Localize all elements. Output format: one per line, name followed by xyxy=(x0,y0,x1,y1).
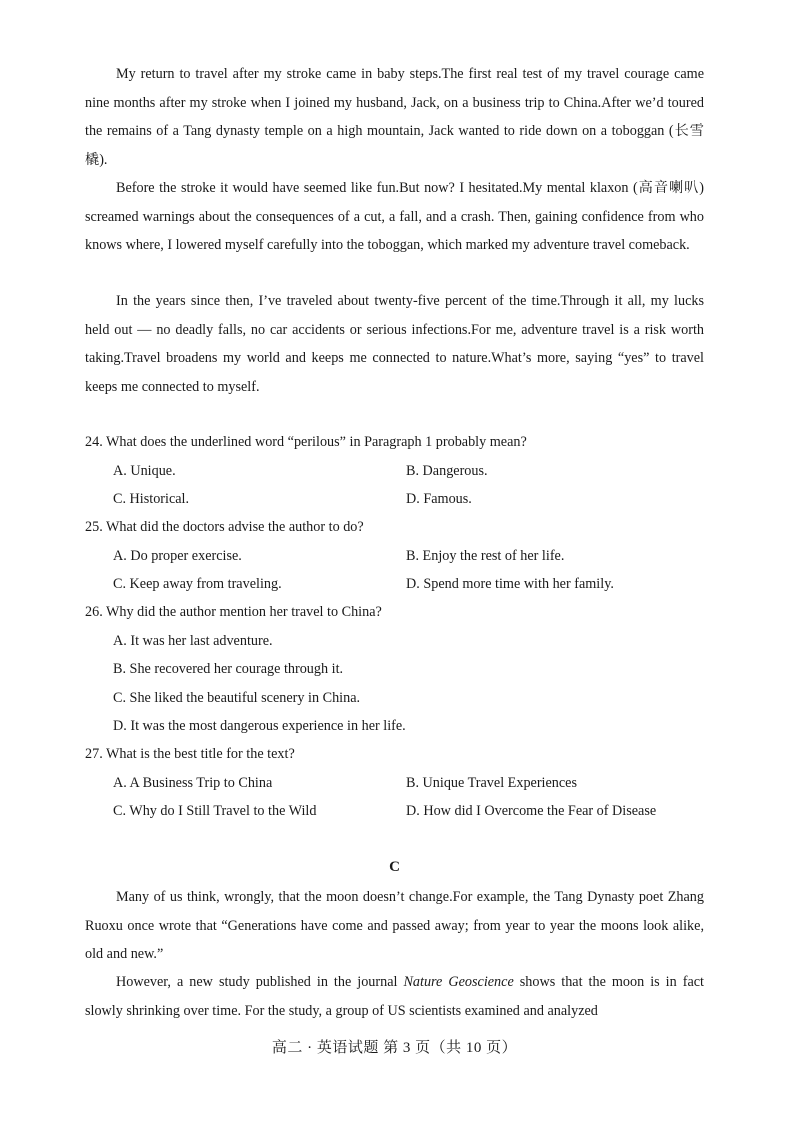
option-a: A. Do proper exercise. xyxy=(113,548,242,564)
question-stem: 25. What did the doctors advise the author to do? xyxy=(85,519,364,535)
option-b: B. She recovered her courage through it. xyxy=(113,661,344,677)
option-b: B. Enjoy the rest of her life. xyxy=(406,548,565,564)
option-c: C. Keep away from traveling. xyxy=(113,576,282,592)
journal-title: Nature Geoscience xyxy=(403,974,514,990)
passage-paragraph: Before the stroke it would have seemed like fun.But now? I hesitated.My mental klaxon (高音喇叭) screamed warnings about the consequences of a cut, a fall, and a crash. Then, gaining confidence from who knows where, I lowered myself carefully into the toboggan, which marked my adventure travel comeback. xyxy=(85,180,704,253)
paragraph-text: However, a new study published in the journal xyxy=(116,974,404,990)
question-stem: 27. What is the best title for the text? xyxy=(85,746,295,762)
passage-paragraph xyxy=(85,968,704,1025)
section-heading: C xyxy=(389,859,400,875)
question-stem: 24. What does the underlined word “perilous” in Paragraph 1 probably mean? xyxy=(85,434,527,450)
option-d: D. Spend more time with her family. xyxy=(406,576,614,592)
option-a: A. A Business Trip to China xyxy=(113,775,273,791)
option-d: D. It was the most dangerous experience in her life. xyxy=(113,718,406,734)
passage-paragraph: In the years since then, I’ve traveled about twenty-five percent of the time.Through it all, my lucks held out — no deadly falls, no car accidents or serious infections.For me, adventure travel is a risk worth taking.Travel broadens my world and keeps me connected to nature.What’s more, saying “yes” to travel keeps me connected to myself. xyxy=(85,293,704,395)
option-b: B. Dangerous. xyxy=(406,463,488,479)
option-c: C. She liked the beautiful scenery in China. xyxy=(113,690,361,706)
paragraph-text: shows that the moon is in fact slowly shrinking over time. For the study, a group of US scientists examined and analyzed xyxy=(85,974,704,1019)
option-a: A. Unique. xyxy=(113,463,176,479)
question-stem: 26. Why did the author mention her travel to China? xyxy=(85,604,382,620)
passage-paragraph: Many of us think, wrongly, that the moon doesn’t change.For example, the Tang Dynasty poet Zhang Ruoxu once wrote that “Generations have come and passed away; from year to year the moons look alike, old and new.” xyxy=(85,889,704,962)
option-b: B. Unique Travel Experiences xyxy=(406,775,578,791)
option-c: C. Historical. xyxy=(113,491,190,507)
option-d: D. How did I Overcome the Fear of Disease xyxy=(406,803,657,819)
option-a: A. It was her last adventure. xyxy=(113,633,273,649)
passage-paragraph: My return to travel after my stroke came in baby steps.The first real test of my travel courage came nine months after my stroke when I joined my husband, Jack, on a business trip to China.After we’d toured the remains of a Tang dynasty temple on a high mountain, Jack wanted to ride down on a toboggan (长雪橇). xyxy=(85,66,704,168)
option-d: D. Famous. xyxy=(406,491,472,507)
page-footer: 高二 · 英语试题 第 3 页（共 10 页） xyxy=(271,1040,518,1056)
option-c: C. Why do I Still Travel to the Wild xyxy=(113,803,317,819)
